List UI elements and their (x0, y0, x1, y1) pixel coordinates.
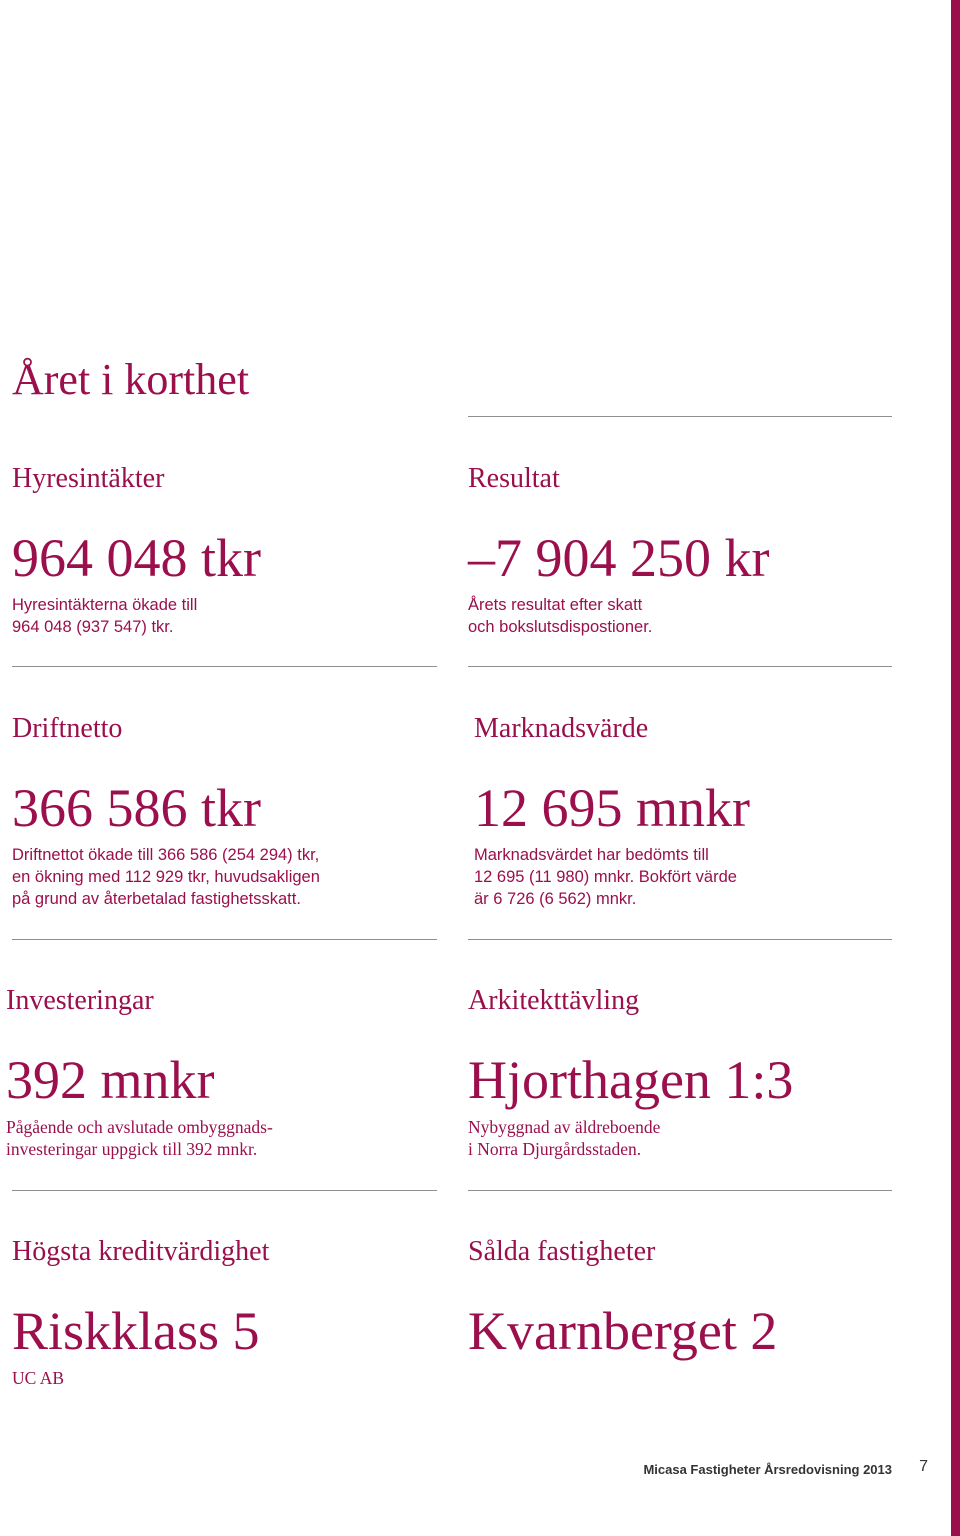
page-title: Året i korthet (12, 355, 250, 404)
description-line: 12 695 (11 980) mnkr. Bokfört värde (474, 868, 737, 886)
stat-resultat (468, 462, 908, 638)
description-line: UC AB (12, 1368, 65, 1388)
publication-title: Micasa Fastigheter Årsredovisning 2013 (643, 1462, 892, 1477)
stat-value: 964 048 tkr (12, 528, 261, 588)
description-line: är 6 726 (6 562) mnkr. (474, 890, 637, 908)
stat-description (12, 594, 452, 638)
stat-driftnetto (12, 712, 452, 910)
description-line: i Norra Djurgårdsstaden. (468, 1139, 642, 1159)
stat-description (468, 594, 908, 638)
description-line: en ökning med 112 929 tkr, huvudsakligen (12, 868, 320, 886)
divider-rule (468, 1190, 892, 1191)
stat-value: 12 695 mnkr (474, 778, 750, 838)
stat-investeringar (6, 984, 446, 1160)
stat-description (468, 1116, 908, 1160)
stat-marknadsvarde (474, 712, 914, 910)
stat-label: Resultat (468, 463, 560, 494)
description-line: Pågående och avslutade ombyggnads- (6, 1117, 273, 1137)
page-number: 7 (919, 1458, 928, 1475)
divider-rule (468, 939, 892, 940)
stat-value: 392 mnkr (6, 1050, 215, 1110)
stat-label: Marknadsvärde (474, 713, 649, 744)
stat-value: –7 904 250 kr (468, 528, 770, 588)
description-line: investeringar uppgick till 392 mnkr. (6, 1139, 258, 1159)
stat-description (474, 844, 914, 910)
description-line: Driftnettot ökade till 366 586 (254 294) tkr, (12, 846, 320, 864)
divider-rule (12, 939, 437, 940)
description-line: Hyresintäkterna ökade till (12, 596, 198, 614)
stat-description (12, 844, 452, 910)
stat-description (6, 1116, 446, 1160)
stat-value: Riskklass 5 (12, 1301, 260, 1361)
stat-kreditvardighet (12, 1235, 452, 1389)
stat-label: Investeringar (6, 985, 154, 1016)
stat-label: Arkitekttävling (468, 985, 640, 1016)
stat-salda-fastigheter (468, 1235, 908, 1363)
stat-label: Hyresintäkter (12, 463, 165, 494)
divider-rule (12, 1190, 437, 1191)
divider-rule (468, 666, 892, 667)
divider-rule (12, 666, 437, 667)
stat-value: Hjorthagen 1:3 (468, 1050, 794, 1110)
stat-value: 366 586 tkr (12, 778, 261, 838)
stat-label: Sålda fastigheter (468, 1236, 656, 1267)
description-line: Nybyggnad av äldreboende (468, 1117, 661, 1137)
description-line: Årets resultat efter skatt (468, 596, 643, 614)
description-line: 964 048 (937 547) tkr. (12, 618, 174, 636)
side-accent-bar (951, 0, 960, 1536)
stat-label: Driftnetto (12, 713, 123, 744)
description-line: och bokslutsdispostioner. (468, 618, 653, 636)
description-line: på grund av återbetalad fastighetsskatt. (12, 890, 301, 908)
stat-label: Högsta kreditvärdighet (12, 1236, 270, 1267)
stat-description (12, 1367, 452, 1389)
stat-arkitekttavling (468, 984, 908, 1160)
stat-value: Kvarnberget 2 (468, 1301, 778, 1361)
divider-rule (468, 416, 892, 417)
stat-hyresintakter (12, 462, 452, 638)
description-line: Marknadsvärdet har bedömts till (474, 846, 709, 864)
